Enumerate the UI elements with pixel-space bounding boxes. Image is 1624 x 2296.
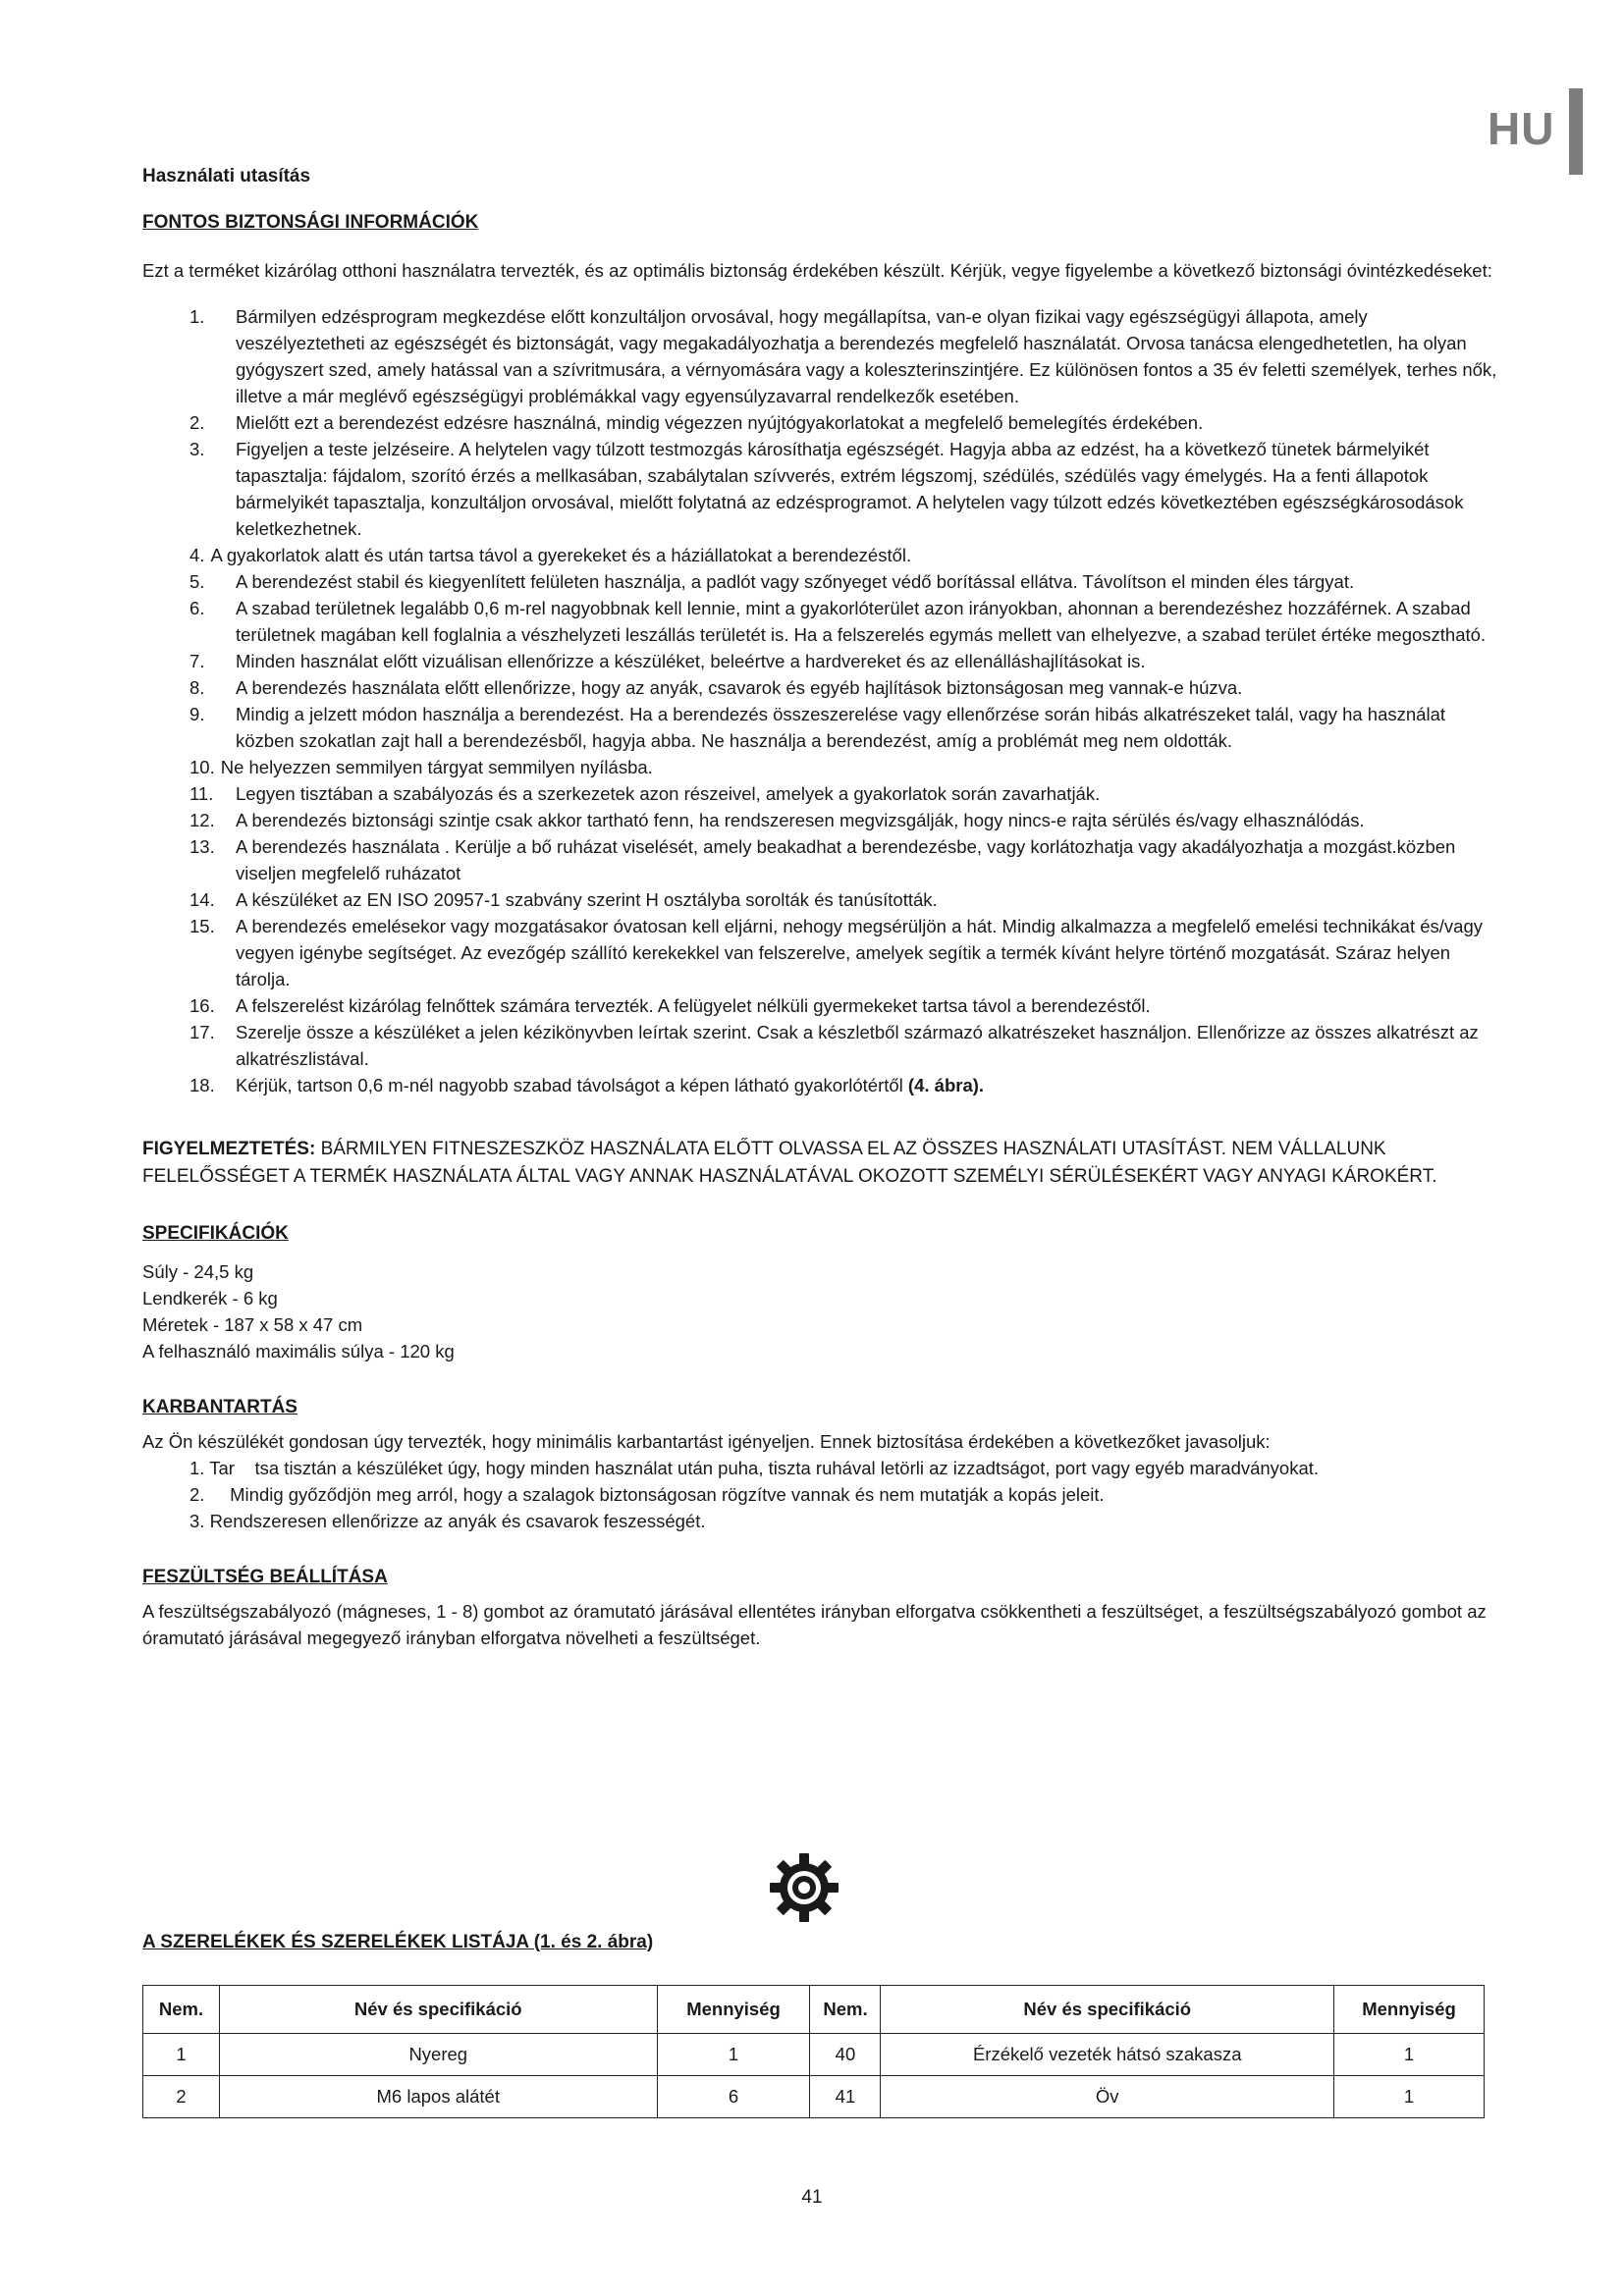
safety-item: 11. Legyen tisztában a szabályozás és a szerkezetek azon részeivel, amelyek a gyakorlatok során zavarhatják.	[189, 783, 1101, 804]
spec-line: Lendkerék - 6 kg	[142, 1288, 278, 1308]
safety-intro: Ezt a terméket kizárólag otthoni használatra tervezték, és az optimális biztonság érdekében készült. Kérjük, vegye figyelembe a következő biztonsági óvintézkedéseket:	[142, 260, 1492, 281]
document-title: Használati utasítás	[142, 166, 311, 187]
maintenance-heading: KARBANTARTÁS	[142, 1397, 298, 1417]
tension-text: A feszültségszabályozó (mágneses, 1 - 8) gombot az óramutató járásával ellentétes irányban elforgatva csökkentheti a feszültséget, a feszültségszabályozó gombot az óramutató járásával megegyező irányban elforgatva növelheti a feszültséget.	[142, 1601, 1487, 1648]
safety-item: 16. A felszerelést kizárólag felnőttek számára tervezték. A felügyelet nélküli gyermekeket tartsa távol a berendezéstől.	[189, 995, 1151, 1016]
specs-heading: SPECIFIKÁCIÓK	[142, 1223, 289, 1244]
column-header: Nem.	[143, 1986, 220, 2034]
safety-list	[142, 303, 1497, 1098]
column-header: Név és specifikáció	[219, 1986, 657, 2034]
table-cell: Nyereg	[219, 2034, 657, 2076]
table-cell: 1	[657, 2034, 810, 2076]
safety-item: 4. A gyakorlatok alatt és után tartsa távol a gyerekeket és a háziállatokat a berendezéstől.	[189, 545, 912, 565]
tension-heading: FESZÜLTSÉG BEÁLLÍTÁSA	[142, 1567, 388, 1587]
table-cell: 41	[810, 2076, 881, 2118]
maintenance-item: 1. Tar tsa tisztán a készüléket úgy, hogy minden használat után puha, tiszta ruhával letörli az izzadtságot, port vagy egyéb maradványokat.	[189, 1458, 1320, 1478]
safety-item: 9. Mindig a jelzett módon használja a berendezést. Ha a berendezés összeszerelése vagy ellenőrzése során hibás alkatrészeket talál, vagy ha használat közben szokatlan zajt hall a berendezésből, hagyja abba. Ne használja a berendezést, amíg a problémát meg nem oldották.	[189, 704, 1445, 751]
safety-item: 5. A berendezést stabil és kiegyenlített felületen használja, a padlót vagy szőnyeget védő borítással ellátva. Távolítson el minden éles tárgyat.	[189, 571, 1355, 592]
column-header: Név és specifikáció	[881, 1986, 1334, 2034]
page-number: 41	[801, 2187, 823, 2208]
maintenance-item: 3. Rendszeresen ellenőrizze az anyák és csavarok feszességét.	[189, 1511, 706, 1531]
maintenance-list	[142, 1455, 1497, 1534]
parts-table	[142, 1985, 1485, 2118]
gear-icon	[768, 1851, 840, 1924]
safety-item: 7. Minden használat előtt vizuálisan ellenőrizze a készüléket, beleértve a hardvereket és az ellenálláshajlításokat is.	[189, 651, 1146, 671]
maintenance-section	[142, 1394, 1497, 1534]
safety-item: 17. Szerelje össze a készüléket a jelen kézikönyvben leírtak szerint. Csak a készletből származó alkatrészeket használjon. Ellenőrizze az összes alkatrészt az alkatrészlistával.	[189, 1022, 1479, 1069]
spec-line: Méretek - 187 x 58 x 47 cm	[142, 1314, 363, 1335]
safety-item: 15. A berendezés emelésekor vagy mozgatásakor óvatosan kell eljárni, nehogy megsérüljön a hát. Mindig alkalmazza a megfelelő emelési technikákat és/vagy vegyen igénybe segítséget. Az evezőgép szállító kerekekkel van felszerelve, amelyek segítik a termék kívánt helyre történő mozgatását. Száraz helyen tárolja.	[189, 916, 1483, 989]
table-cell: 1	[143, 2034, 220, 2076]
table-cell: 1	[1334, 2076, 1485, 2118]
column-header: Mennyiség	[1334, 1986, 1485, 2034]
warning-text: BÁRMILYEN FITNESZESZKÖZ HASZNÁLATA ELŐTT OLVASSA EL AZ ÖSSZES HASZNÁLATI UTASÍTÁST. NEM VÁLLALUNK FELELŐSSÉGET A TERMÉK HASZNÁLATA ÁLTAL VAGY ANNAK HASZNÁLATÁVAL OKOZOTT SZEMÉLYI SÉRÜLÉSEKÉRT VAGY ANYAGI KÁROKÉRT.	[142, 1139, 1437, 1187]
table-header-row	[143, 1986, 1485, 2034]
table-cell: 1	[1334, 2034, 1485, 2076]
safety-heading: FONTOS BIZTONSÁGI INFORMÁCIÓK	[142, 212, 479, 233]
table-cell: 40	[810, 2034, 881, 2076]
specs-section	[142, 1220, 1497, 1364]
safety-item: 18. Kérjük, tartson 0,6 m-nél nagyobb szabad távolságot a képen látható gyakorlótértől (4. ábra).	[189, 1075, 985, 1095]
document-content	[142, 157, 1497, 1651]
safety-item: 8. A berendezés használata előtt ellenőrizze, hogy az anyák, csavarok és egyéb hajlítások biztonságosan meg vannak-e húzva.	[189, 677, 1243, 698]
column-header: Mennyiség	[657, 1986, 810, 2034]
safety-item: 6. A szabad területnek legalább 0,6 m-rel nagyobbnak kell lennie, mint a gyakorlóterület azon irányokban, ahonnan a berendezéshez hozzáférnek. A szabad területnek magában kell foglalnia a vészhelyzeti leszállás területét is. Ha a felszerelés egymás mellett van elhelyezve, a szabad terület értéke megosztható.	[189, 598, 1487, 645]
table-cell: Öv	[881, 2076, 1334, 2118]
warning-notice	[142, 1136, 1497, 1191]
safety-item: 14. A készüléket az EN ISO 20957-1 szabvány szerint H osztályba sorolták és tanúsították.	[189, 889, 938, 910]
safety-item: 10. Ne helyezzen semmilyen tárgyat semmilyen nyílásba.	[189, 757, 653, 777]
safety-item: 1. Bármilyen edzésprogram megkezdése előtt konzultáljon orvosával, hogy megállapítsa, van-e olyan fizikai vagy egészségügyi állapota, amely veszélyeztetheti az egészségét és biztonságát, vagy megakadályozhatja a berendezés megfelelő használatát. Orvosa tanácsa elengedhetetlen, ha olyan gyógyszert szed, amely hatással van a szívritmusára, a vérnyomására vagy a koleszterinszintjére. Ez különösen fontos a 35 év feletti személyek, terhes nők, illetve a már meglévő egészségügyi problémákkal vagy egyensúlyzavarral rendelkezők esetében.	[189, 306, 1497, 406]
tension-section	[142, 1564, 1497, 1651]
table-cell: Érzékelő vezeték hátsó szakasza	[881, 2034, 1334, 2076]
safety-item: 12. A berendezés biztonsági szintje csak akkor tartható fenn, ha rendszeresen megvizsgálják, hogy nincs-e rajta sérülés és/vagy elhasználódás.	[189, 810, 1365, 830]
table-row	[143, 2034, 1485, 2076]
maintenance-item: 2. Mindig győződjön meg arról, hogy a szalagok biztonságosan rögzítve vannak és nem mutatják a kopás jeleit.	[189, 1484, 1105, 1505]
table-cell: 6	[657, 2076, 810, 2118]
spec-line: Súly - 24,5 kg	[142, 1261, 254, 1282]
maintenance-intro: Az Ön készülékét gondosan úgy tervezték, hogy minimális karbantartást igényeljen. Ennek biztosítása érdekében a következőket javasoljuk:	[142, 1431, 1271, 1452]
table-cell: 2	[143, 2076, 220, 2118]
spec-line: A felhasználó maximális súlya - 120 kg	[142, 1341, 455, 1362]
safety-item: 3. Figyeljen a teste jelzéseire. A helytelen vagy túlzott testmozgás károsíthatja egészségét. Hagyja abba az edzést, ha a következő tünetek bármelyikét tapasztalja: fájdalom, szorító érzés a mellkasában, szabálytalan szívverés, extrém légszomj, szédülés, szédülés vagy émelygés. Ha a fenti állapotok bármelyikét tapasztalja, konzultáljon orvosával, mielőtt folytatná az edzésprogramot. A helytelen vagy túlzott edzés következtében egészségkárosodások keletkezhetnek.	[189, 439, 1464, 539]
table-cell: M6 lapos alátét	[219, 2076, 657, 2118]
language-tag-bar	[1569, 88, 1583, 175]
column-header: Nem.	[810, 1986, 881, 2034]
language-tag: HU	[1488, 103, 1555, 154]
safety-item: 2. Mielőtt ezt a berendezést edzésre használná, mindig végezzen nyújtógyakorlatokat a megfelelő bemelegítés érdekében.	[189, 412, 1204, 433]
table-row	[143, 2076, 1485, 2118]
warning-label: FIGYELMEZTETÉS:	[142, 1139, 316, 1159]
safety-item: 13. A berendezés használata . Kerülje a bő ruházat viselését, amely beakadhat a berendezésbe, vagy korlátozhatja vagy akadályozhatja a mozgást.közben viseljen megfelelő ruházatot	[189, 836, 1456, 883]
parts-heading: A SZERELÉKEK ÉS SZERELÉKEK LISTÁJA (1. és 2. ábra)	[142, 1932, 654, 1952]
